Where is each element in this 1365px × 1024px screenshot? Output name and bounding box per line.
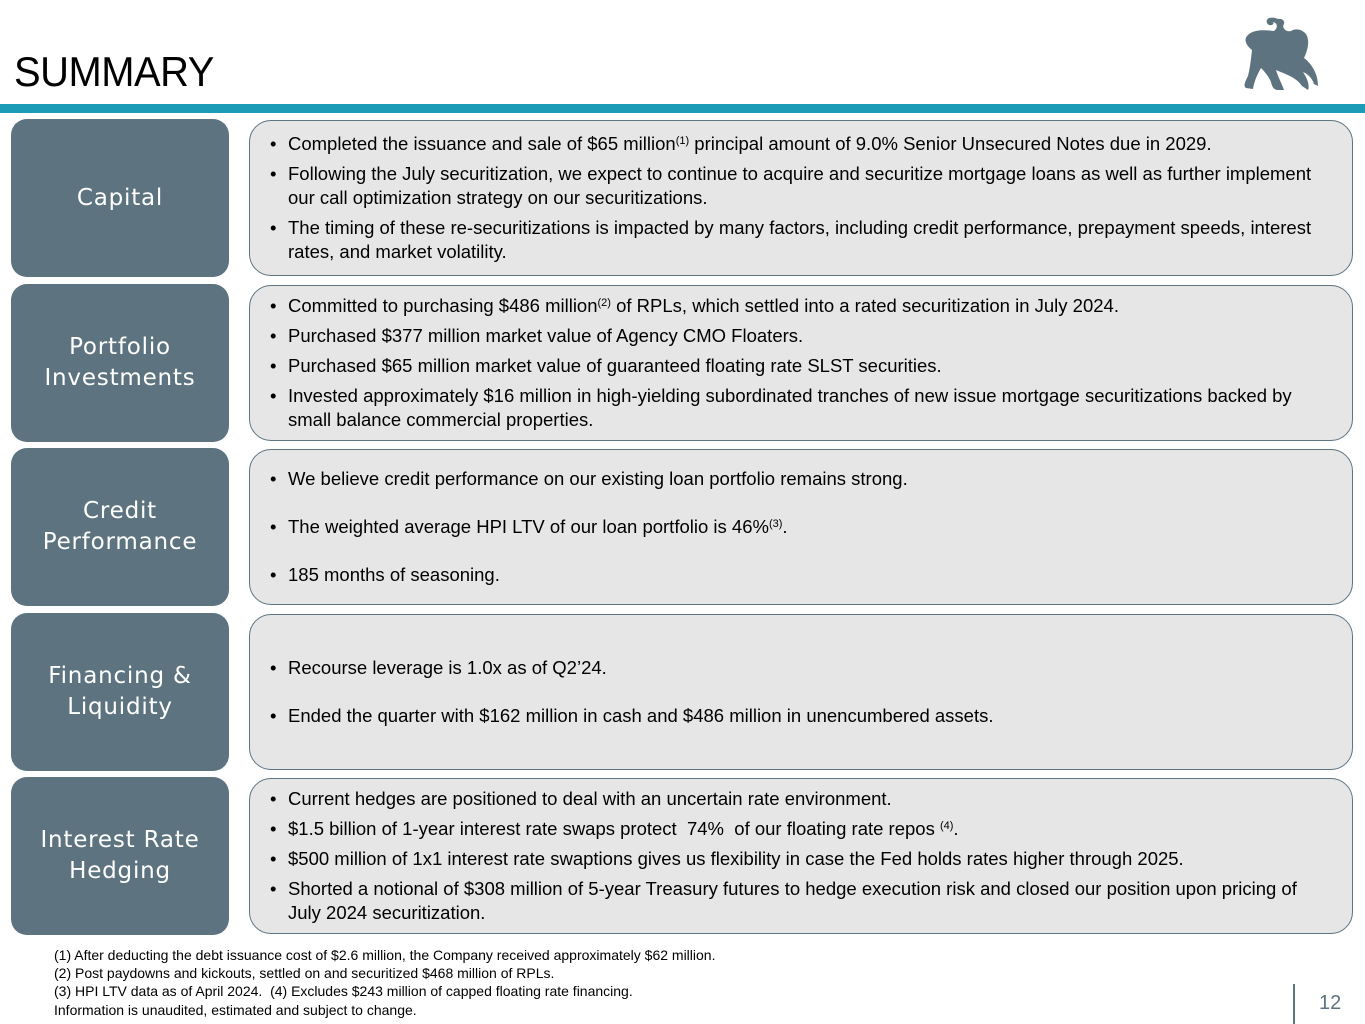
bullet-item: • Purchased $65 million market value of guaranteed floating rate SLST securities. [270, 354, 1322, 378]
footnote-2: (2) Post paydowns and kickouts, settled on and securitized $468 million of RPLs. [54, 965, 555, 982]
financing-label-line-2: Liquidity [67, 694, 173, 720]
footnote-3: (3) HPI LTV data as of April 2024. (4) Excludes $243 million of capped floating rate financing. [54, 983, 633, 1000]
bullet-item: • Recourse leverage is 1.0x as of Q2’24. [270, 656, 1322, 680]
credit-label-line-1: Credit [83, 498, 157, 524]
bullet-item: • $500 million of 1x1 interest rate swaptions gives us flexibility in case the Fed holds rates higher through 2025. [270, 847, 1322, 871]
page-number: 12 [1319, 992, 1342, 1014]
bullet-item: • Ended the quarter with $162 million in cash and $486 million in unencumbered assets. [270, 704, 1322, 728]
credit-label-line-2: Performance [42, 529, 198, 555]
bullet-item: • Following the July securitization, we expect to continue to acquire and securitize mortgage loans as well as further implement our call optimization strategy on our securitizations. [270, 162, 1322, 210]
bullet-item: • The weighted average HPI LTV of our loan portfolio is 46%$^{(3)}$. [270, 515, 1322, 539]
portfolio-label-line-1: Portfolio [69, 334, 171, 360]
footnote-1: (1) After deducting the debt issuance cost of $2.6 million, the Company received approximately $62 million. [54, 947, 716, 963]
bullet-item: • Current hedges are positioned to deal with an uncertain rate environment. [270, 787, 1322, 811]
bullet-item: • Invested approximately $16 million in high-yielding subordinated tranches of new issue mortgage securitizations backed by small balance commercial properties. [270, 384, 1322, 432]
hedging-bullet-list [270, 787, 1322, 925]
capital-bullet-list [270, 132, 1322, 264]
capital-panel [249, 120, 1353, 276]
financing-liquidity-label [11, 613, 229, 771]
bullet-item: • 185 months of seasoning. [270, 563, 1322, 587]
credit-bullet-list [270, 467, 1322, 587]
bullet-item: • Completed the issuance and sale of $65 million$^{(1)}$ principal amount of 9.0% Senior Unsecured Notes due in 2029. [270, 132, 1322, 156]
capital-label-line: Capital [76, 184, 164, 211]
page-title: SUMMARY [14, 48, 214, 95]
portfolio-label-line-2: Investments [44, 365, 196, 391]
capital-label [11, 119, 229, 277]
disclaimer: Information is unaudited, estimated and subject to change. [54, 1001, 417, 1018]
portfolio-investments-panel [249, 285, 1353, 441]
lion-logo-icon [1238, 14, 1320, 94]
interest-rate-hedging-label [11, 777, 229, 935]
header-accent-rule [0, 104, 1365, 113]
hedging-label-line-1: Interest Rate [40, 827, 200, 853]
financing-label-line-1: Financing & [48, 663, 192, 689]
bullet-item: • $1.5 billion of 1-year interest rate swaps protect 74% of our floating rate repos $^{(4)}$. [270, 817, 1322, 841]
credit-performance-label [11, 448, 229, 606]
footnote-ref: (2) [597, 297, 611, 309]
page-number-divider [1293, 984, 1295, 1024]
portfolio-investments-label [11, 284, 229, 442]
hedging-label-line-2: Hedging [69, 858, 171, 884]
bullet-item: • The timing of these re-securitizations is impacted by many factors, including credit performance, prepayment speeds, interest rates, and market volatility. [270, 216, 1322, 264]
bullet-item: • Shorted a notional of $308 million of 5-year Treasury futures to hedge execution risk and closed our position upon pricing of July 2024 securitization. [270, 877, 1322, 925]
bullet-item: • Purchased $377 million market value of Agency CMO Floaters. [270, 324, 1322, 348]
interest-rate-hedging-panel [249, 778, 1353, 934]
financing-bullet-list [270, 656, 1322, 728]
footnote-ref: (4) [939, 820, 954, 832]
bullet-item: • We believe credit performance on our existing loan portfolio remains strong. [270, 467, 1322, 491]
portfolio-bullet-list [270, 294, 1322, 432]
footnote-ref: (1) [675, 135, 690, 147]
credit-performance-panel [249, 449, 1353, 605]
footnote-ref: (3) [768, 518, 783, 530]
bullet-item: • Committed to purchasing $486 million$^{(2)}$ of RPLs, which settled into a rated securitization in July 2024. [270, 294, 1322, 318]
footnotes [54, 946, 715, 1019]
financing-liquidity-panel [249, 614, 1353, 770]
